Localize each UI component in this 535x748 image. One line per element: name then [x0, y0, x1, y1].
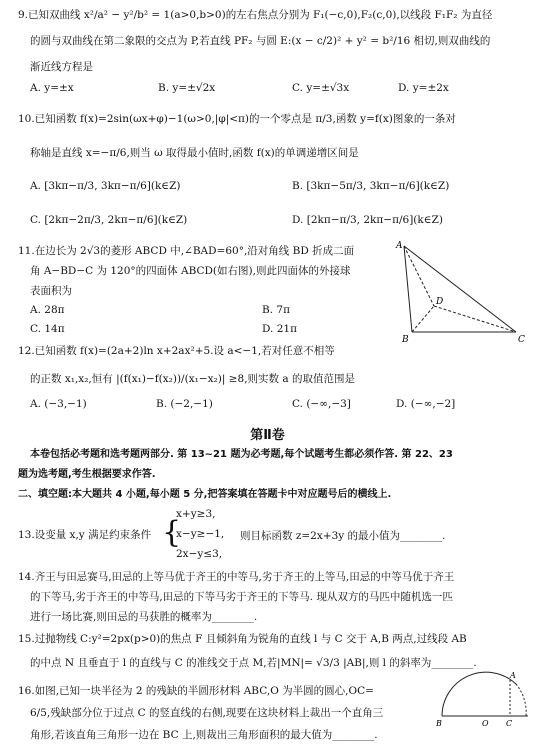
q9-option-c: C. y=±√3x	[292, 82, 350, 94]
q12-option-d: D. (−∞,−2]	[396, 398, 456, 410]
q10-option-b: B. [3kπ−5π/3, 3kπ−π/6](k∈Z)	[292, 180, 450, 192]
q10-line1: 10.已知函数 f(x)=2sin(ωx+φ)−1(ω>0,|φ|<π)的一个零点是 π/3,函数 y=f(x)图象的一条对	[18, 113, 456, 125]
fig-label-a: A	[396, 241, 403, 251]
q9-option-b: B. y=±√2x	[158, 82, 216, 94]
q13-suffix: 则目标函数 z=2x+3y 的最小值为________.	[240, 530, 446, 542]
q12-option-c: C. (−∞,−3]	[292, 398, 351, 410]
q15-line2: 的中点 N 且垂直于 l 的直线与 C 的准线交于点 M,若|MN|= √3/3 |AB|,则 l 的斜率为________.	[30, 657, 477, 669]
q13-constraint-2: x−y≥−1,	[176, 528, 225, 540]
fig16-label-c: C	[506, 719, 513, 728]
tetrahedron-figure	[392, 236, 532, 348]
q11-line2: 角 A−BD−C 为 120°的四面体 ABCD(如右图),则此四面体的外接球	[30, 265, 351, 277]
fig16-label-b: B	[436, 719, 442, 728]
q9-option-a: A. y=±x	[30, 82, 74, 94]
fig16-label-a: A	[510, 671, 516, 680]
q13-prefix: 13.设变量 x,y 满足约束条件	[18, 529, 152, 541]
q9-option-d: D. y=±2x	[398, 82, 449, 94]
q11-option-a: A. 28π	[30, 304, 65, 316]
q9-line1: 9.已知双曲线 x²/a² − y²/b² = 1(a>0,b>0)的左右焦点分别为 F₁(−c,0),F₂(c,0),以线段 F₁F₂ 为直径	[18, 9, 493, 21]
section-intro-line1: 本卷包括必考题和选考题两部分. 第 13~21 题为必考题,每个试题考生都必须作答. 第 22、23	[30, 449, 453, 460]
section-intro-line2: 题为选考题,考生根据要求作答.	[18, 469, 156, 480]
q14-line2: 的下等马,劣于齐王的中等马,田忌的下等马劣于齐王的下等马. 现从双方的马匹中随机选一匹	[30, 591, 453, 603]
q13-brace: {	[162, 515, 182, 550]
fig16-label-o: O	[482, 719, 489, 728]
q10-option-c: C. [2kπ−2π/3, 2kπ−π/6](k∈Z)	[30, 214, 188, 226]
q9-line2: 的圆与双曲线在第二象限的交点为 P,若直线 PF₂ 与圆 E:(x − c/2)² + y² = b²/16 相切,则双曲线的	[30, 35, 491, 47]
q16-line2: 6/5,残缺部分位于过点 C 的竖直线的右侧,现要在这块材料上裁出一个直角三	[30, 707, 384, 719]
q10-option-a: A. [3kπ−π/3, 3kπ−π/6](k∈Z)	[30, 180, 181, 192]
q11-line3: 表面积为	[30, 285, 72, 297]
fig-label-c: C	[518, 335, 525, 345]
q15-line1: 15.过抛物线 C:y²=2px(p>0)的焦点 F 且倾斜角为锐角的直线 l 与 C 交于 A,B 两点,过线段 AB	[18, 633, 467, 645]
q10-line2: 称轴是直线 x=−π/6,则当 ω 取得最小值时,函数 f(x)的单调递增区间是	[30, 147, 359, 159]
q11-option-b: B. 7π	[262, 304, 290, 316]
q12-line2: 的正数 x₁,x₂,恒有 |(f(x₁)−f(x₂))/(x₁−x₂)| ≥8,则实数 a 的取值范围是	[30, 373, 355, 385]
q12-option-b: B. (−2,−1)	[156, 398, 213, 410]
q13-constraint-3: 2x−y≤3,	[176, 548, 223, 560]
q14-line3: 进行一场比赛,则田忌的马获胜的概率为________.	[30, 611, 258, 623]
q12-option-a: A. (−3,−1)	[30, 398, 87, 410]
q11-option-c: C. 14π	[30, 323, 65, 335]
q11-option-d: D. 21π	[262, 323, 297, 335]
q11-line1: 11.在边长为 2√3的菱形 ABCD 中,∠BAD=60°,沿对角线 BD 折成二面	[18, 245, 355, 257]
q14-line1: 14.齐王与田忌赛马,田忌的上等马优于齐王的中等马,劣于齐王的上等马,田忌的中等马优于齐王	[18, 571, 455, 583]
q13-constraint-1: x+y≥3,	[176, 508, 216, 520]
q16-line1: 16.如图,已知一块半径为 2 的残缺的半圆形材料 ABC,O 为半圆的圆心,OC=	[18, 685, 374, 697]
part2-heading: 二、填空题:本大题共 4 小题,每小题 5 分,把答案填在答题卡中对应题号后的横线上.	[18, 489, 392, 500]
section-title: 第Ⅱ卷	[250, 428, 285, 443]
q9-line3: 渐近线方程是	[30, 61, 93, 73]
q16-line3: 角形,若该直角三角形一边在 BC 上,则裁出三角形面积的最大值为________.	[30, 729, 378, 741]
fig-label-b: B	[402, 335, 409, 345]
q12-line1: 12.已知函数 f(x)=(2a+2)ln x+2ax²+5.设 a<−1,若对任意不相等	[18, 345, 335, 357]
fig-label-d: D	[436, 297, 444, 307]
q10-option-d: D. [2kπ−π/3, 2kπ−π/6](k∈Z)	[292, 214, 443, 226]
semicircle-figure	[436, 670, 533, 728]
